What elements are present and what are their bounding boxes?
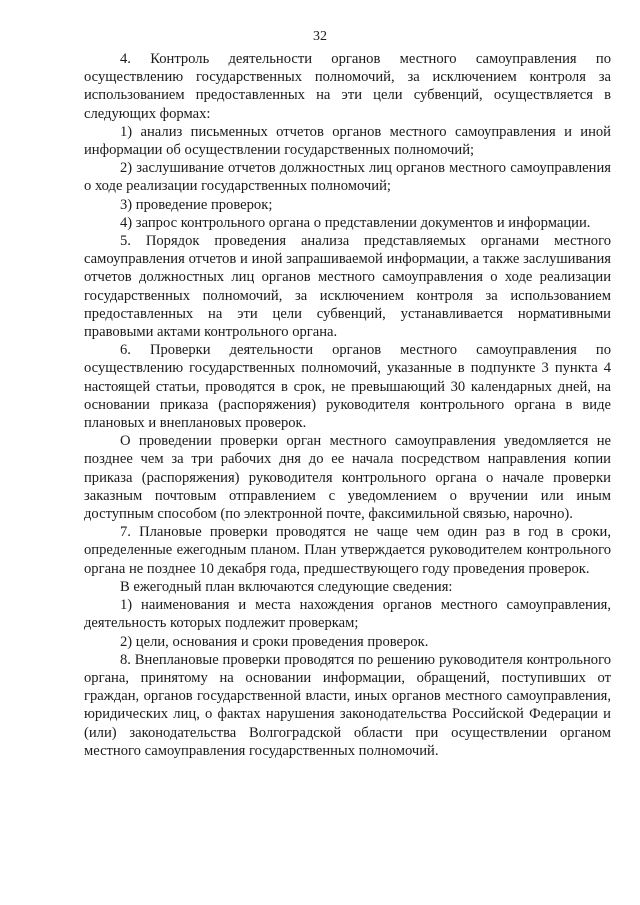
list-item-inspections: 3) проведение проверок;	[120, 196, 273, 213]
paragraph-5-analysis-procedure: 5. Порядок проведения анализа представляемых органами местного самоуправления отчетов и иной запрашиваемой информации, а также заслушивания отчетов должностных лиц органов местного самоуправления о ходе реализации государственных полномочий, за исключением контроля за использованием предоставленных на эти цели субвенций, устанавливается нормативными правовыми актами контрольного органа.	[84, 233, 611, 341]
list-item-document-request: 4) запрос контрольного органа о представлении документов и информации.	[120, 214, 591, 231]
paragraph-8-unplanned-inspections: 8. Внеплановые проверки проводятся по решению руководителя контрольного органа, принятому на основании информации, обращений, поступивших от граждан, органов государственной власти, иных органов местного самоуправления, юридических лиц, о фактах нарушения законодательства Российской Федерации и (или) законодательства Волгоградской области при осуществлении органом местного самоуправления государственных полномочий.	[84, 651, 611, 759]
paragraph-annual-plan-intro: В ежегодный план включаются следующие сведения:	[120, 578, 453, 595]
list-item-names-locations: 1) наименования и места нахождения органов местного самоуправления, деятельность которых подлежит проверкам;	[84, 597, 611, 632]
paragraph-7-planned-inspections: 7. Плановые проверки проводятся не чаще чем один раз в год в сроки, определенные ежегодным планом. План утверждается руководителем контрольного органа не позднее 10 декабря года, предшествующего году проведения проверок.	[84, 524, 611, 577]
paragraph-inspection-notice: О проведении проверки орган местного самоуправления уведомляется не позднее чем за три рабочих дня до ее начала посредством направления копии приказа (распоряжения) руководителя контрольного органа о начале проверки заказным почтовым отправлением с уведомлением о вручении или иным доступным способом (по электронной почте, факсимильной связью, нарочно).	[84, 433, 611, 523]
list-item-goals-terms: 2) цели, основания и сроки проведения проверок.	[120, 633, 429, 650]
list-item-written-reports: 1) анализ письменных отчетов органов местного самоуправления и иной информации об осуществлении государственных полномочий;	[84, 123, 611, 159]
document-body	[84, 50, 611, 760]
list-item-hearing-reports: 2) заслушивание отчетов должностных лиц органов местного самоуправления о ходе реализации государственных полномочий;	[84, 160, 611, 195]
page-number: 32	[313, 29, 327, 44]
paragraph-6-inspections: 6. Проверки деятельности органов местного самоуправления по осуществлению государственных полномочий, указанные в подпункте 3 пункта 4 настоящей статьи, проводятся в срок, не превышающий 30 календарных дней, на основании приказа (распоряжения) руководителя контрольного органа в виде плановых и внеплановых проверок.	[84, 342, 611, 432]
paragraph-4-control-forms: 4. Контроль деятельности органов местного самоуправления по осуществлению государственных полномочий, за исключением контроля за использованием предоставленных на эти цели субвенций, осуществляется в следующих формах:	[84, 51, 611, 122]
